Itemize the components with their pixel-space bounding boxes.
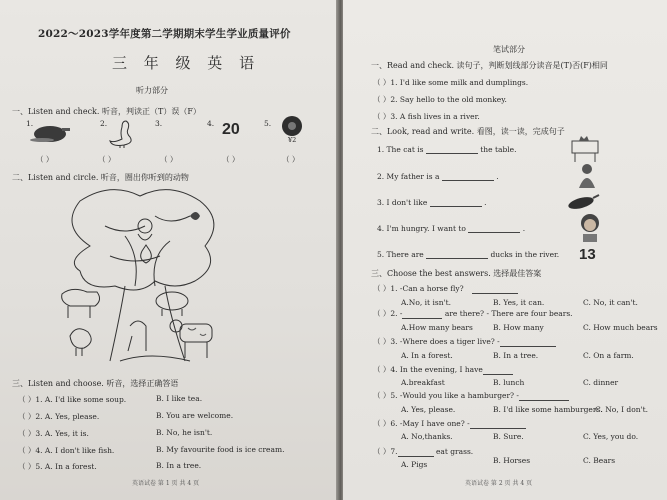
choose-q7-b: B. Horses — [493, 456, 531, 465]
choose-q3-a: A. In a forest. — [401, 351, 453, 360]
listen-choose-q3: （ ）3. A. Yes, it is. — [18, 429, 89, 438]
q3-answer-blank[interactable]: （ ） — [160, 155, 178, 164]
choose-q6-b: B. Sure. — [493, 432, 524, 441]
choose-q7-a: A. Pigs — [401, 460, 428, 469]
choose-q5-c: C. No, I don't. — [595, 405, 649, 414]
choose-q2-c: C. How much bears — [583, 323, 658, 332]
tree-animals-illustration[interactable] — [50, 186, 250, 370]
write-q1: 1. The cat is the table. — [377, 145, 517, 154]
choose-q3-c: C. On a farm. — [583, 351, 634, 360]
choose-q2-blank[interactable] — [402, 310, 442, 319]
listening-title: 听力部分 — [136, 86, 168, 95]
choose-q2: （ ）2. - are there? - There are four bears. — [373, 309, 573, 318]
grade-title: 三 年 级 英 语 — [112, 54, 261, 72]
right-page-footer: 英语试卷 第 2 页 共 4 页 — [465, 480, 533, 487]
choose-q2-b: B. How many — [493, 323, 544, 332]
choose-q5-b: B. I'd like some hamburgers. — [493, 405, 603, 414]
choose-q4: （ ）4. In the evening, I have — [373, 364, 513, 375]
listen-choose-q4-b: B. My favourite food is ice cream. — [156, 445, 285, 454]
read-check-q1: （ ）1. I'd like some milk and dumplings. — [373, 78, 529, 87]
choose-q5: （ ）5. -Would you like a hamburger? - — [373, 390, 569, 401]
goose-icon — [106, 118, 136, 152]
choose-q3: （ ）3. -Where does a tiger live? - — [373, 336, 556, 347]
section1-title: 一、Listen and check. 听音，判读正（T）误（F） — [12, 107, 201, 116]
written-title: 笔试部分 — [493, 45, 525, 54]
price-label: ¥2 — [288, 136, 297, 144]
read-check-q2: （ ）2. Say hello to the old monkey. — [373, 95, 507, 104]
q1-answer-blank[interactable]: （ ） — [36, 155, 54, 164]
write-q5: 5. There are ducks in the river. — [377, 250, 560, 259]
write-q4-blank[interactable] — [468, 224, 520, 233]
listen-choose-q5: （ ）5. A. In a forest. — [18, 462, 97, 471]
choose-q2-a: A.How many bears — [401, 323, 473, 332]
choose-q1-c: C. No, it can't. — [583, 298, 638, 307]
section2-title: 二、Listen and circle. 听音，圈出你听到的动物 — [12, 173, 189, 182]
listen-choose-q3-b: B. No, he isn't. — [156, 428, 213, 437]
q5-answer-blank[interactable]: （ ） — [282, 155, 300, 164]
choose-q4-b: B. lunch — [493, 378, 525, 387]
choose-q1-a: A.No, it isn't. — [401, 298, 451, 307]
q4-answer-blank[interactable]: （ ） — [222, 155, 240, 164]
write-q2: 2. My father is a . — [377, 172, 499, 181]
choose-q3-blank[interactable] — [500, 338, 556, 347]
q2-answer-blank[interactable]: （ ） — [98, 155, 116, 164]
r-section1-title: 一、Read and check. 读句子，判断划线部分读音是(T)否(F)相同 — [371, 61, 608, 70]
hungry-girl-icon — [577, 212, 603, 246]
r-section3-title: 三、Choose the best answers. 选择最佳答案 — [371, 269, 542, 278]
farmer-icon — [575, 162, 599, 194]
section3-title: 三、Listen and choose. 听音，选择正确答语 — [12, 379, 179, 388]
choose-q4-a: A.breakfast — [401, 378, 445, 387]
write-q3: 3. I don't like . — [377, 198, 487, 207]
q4-num: 4. — [207, 119, 215, 128]
listen-choose-q1-b: B. I like tea. — [156, 394, 203, 403]
exam-header: 2022～2023学年度第二学期期末学生学业质量评价 — [38, 28, 291, 40]
roast-chicken-icon — [30, 122, 72, 148]
write-q1-blank[interactable] — [426, 145, 478, 154]
choose-q5-a: A. Yes, please. — [401, 405, 456, 414]
write-q2-blank[interactable] — [442, 172, 494, 181]
listen-choose-q1: （ ）1. A. I'd like some soup. — [18, 395, 127, 404]
q1-num: 1. — [26, 119, 34, 128]
choose-q3-b: B. In a tree. — [493, 351, 539, 360]
choose-q7: （ ）7. eat grass. — [373, 447, 474, 456]
choose-q4-blank[interactable] — [483, 366, 513, 375]
choose-q1-blank[interactable] — [472, 285, 518, 294]
read-check-q3: （ ）3. A fish lives in a river. — [373, 112, 480, 121]
q3-num: 3. — [155, 119, 163, 128]
choose-q6-c: C. Yes, you do. — [583, 432, 639, 441]
choose-q1: （ ）1. -Can a horse fly? — [373, 283, 518, 294]
right-page — [343, 0, 667, 500]
choose-q4-c: C. dinner — [583, 378, 619, 387]
listen-choose-q4: （ ）4. A. I don't like fish. — [18, 446, 115, 455]
choose-q7-blank[interactable] — [398, 448, 434, 457]
q5-num: 5. — [264, 119, 272, 128]
choose-q7-c: C. Bears — [583, 456, 616, 465]
r-section2-title: 二、Look, read and write. 看图，读一读，完成句子 — [371, 127, 565, 136]
number-twenty-picture: 20 — [222, 121, 240, 138]
listen-choose-q2-b: B. You are welcome. — [156, 411, 234, 420]
choose-q6-blank[interactable] — [470, 420, 526, 429]
choose-q6: （ ）6. -May I have one? - — [373, 418, 526, 429]
choose-q5-blank[interactable] — [519, 392, 569, 401]
write-q5-blank[interactable] — [426, 250, 488, 259]
choose-q6-a: A. No,thanks. — [401, 432, 453, 441]
write-q3-blank[interactable] — [430, 198, 482, 207]
left-page-footer: 英语试卷 第 1 页 共 4 页 — [132, 480, 200, 487]
choose-q1-b: B. Yes, it can. — [493, 298, 545, 307]
number-thirteen-picture: 13 — [579, 246, 596, 263]
write-q4: 4. I'm hungry. I want to . — [377, 224, 526, 233]
q2-num: 2. — [100, 119, 108, 128]
listen-choose-q5-b: B. In a tree. — [156, 461, 202, 470]
listen-choose-q2: （ ）2. A. Yes, please. — [18, 412, 100, 421]
